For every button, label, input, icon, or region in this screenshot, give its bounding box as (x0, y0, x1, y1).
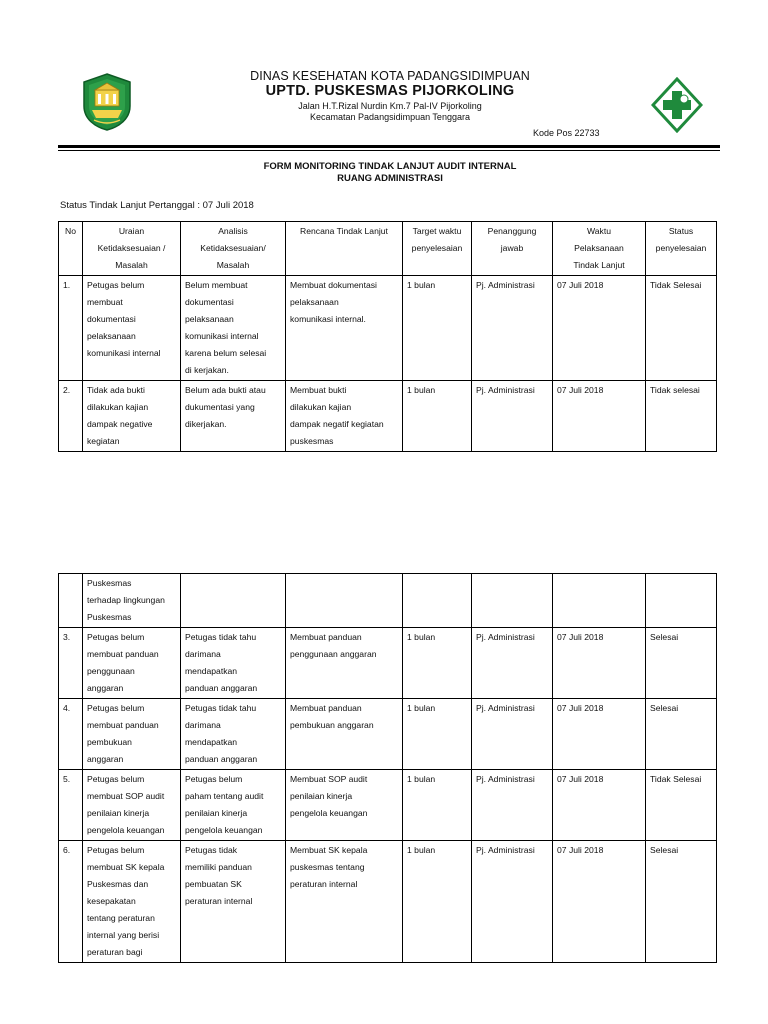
uraian-cell (83, 628, 181, 699)
institution-name: UPTD. PUSKESMAS PIJORKOLING (265, 83, 515, 99)
analisis-cell-line: karena belum selesai (185, 348, 267, 358)
analisis-cell (181, 841, 286, 963)
address-line-2: Kecamatan Padangsidimpuan Tenggara (310, 112, 470, 122)
pj-cell-line: Pj. Administrasi (476, 385, 535, 395)
target-cell-line: 1 bulan (407, 280, 436, 290)
row-number (59, 276, 83, 381)
uraian-cell-line: pembukuan (87, 737, 132, 747)
analisis-cell-line: panduan anggaran (185, 754, 258, 764)
column-header (472, 222, 553, 276)
uraian-cell-line: membuat panduan (87, 720, 159, 730)
waktu-cell (553, 699, 646, 770)
table-row (59, 276, 717, 381)
analisis-cell-line: Petugas belum (185, 774, 243, 784)
form-subtitle: RUANG ADMINISTRASI (337, 173, 443, 184)
form-title: FORM MONITORING TINDAK LANJUT AUDIT INTERNAL (263, 161, 517, 172)
analisis-cell-line: Petugas tidak tahu (185, 632, 257, 642)
pj-cell (472, 841, 553, 963)
column-header (553, 222, 646, 276)
rencana-cell-line: pelaksanaan (290, 297, 339, 307)
status-cell-line: Selesai (650, 845, 679, 855)
pj-cell-line: Pj. Administrasi (476, 280, 535, 290)
uraian-cell-line: membuat SK kepala (87, 862, 165, 872)
uraian-cell-line: Puskesmas (87, 578, 132, 588)
waktu-cell (553, 841, 646, 963)
uraian-cell-line: dokumentasi (87, 314, 136, 324)
analisis-cell-line: di kerjakan. (185, 365, 229, 375)
header-divider-thin (58, 150, 720, 151)
uraian-cell-line: Petugas belum (87, 703, 145, 713)
analisis-cell-line: dukumentasi yang (185, 402, 255, 412)
analisis-cell-line: peraturan internal (185, 896, 253, 906)
column-header (181, 222, 286, 276)
target-cell-line: 1 bulan (407, 385, 436, 395)
uraian-cell-line: Petugas belum (87, 845, 145, 855)
rencana-cell (286, 381, 403, 452)
waktu-cell-line: 07 Juli 2018 (557, 774, 604, 784)
uraian-cell-line: Petugas belum (87, 632, 145, 642)
status-cell (646, 276, 717, 381)
status-cell-line: Tidak Selesai (650, 280, 702, 290)
rencana-cell-line: Membuat bukti (290, 385, 347, 395)
waktu-cell-line: 07 Juli 2018 (557, 632, 604, 642)
analisis-cell-line: penilaian kinerja (185, 808, 248, 818)
analisis-cell-line: darimana (185, 720, 221, 730)
column-header-line: Pelaksanaan (574, 243, 624, 253)
analisis-cell-line: pelaksanaan (185, 314, 234, 324)
rencana-cell-line: Membuat SK kepala (290, 845, 368, 855)
analisis-cell-line: Petugas tidak (185, 845, 238, 855)
column-header-line: Target waktu (412, 226, 462, 236)
analisis-cell-line: pengelola keuangan (185, 825, 263, 835)
address-line-1: Jalan H.T.Rizal Nurdin Km.7 Pal-IV Pijorkoling (298, 101, 482, 111)
uraian-cell-line: peraturan bagi (87, 947, 143, 957)
analisis-cell-line: Belum membuat (185, 280, 248, 290)
uraian-cell (83, 381, 181, 452)
column-header-line: Analisis (218, 226, 248, 236)
column-header-line: Uraian (118, 226, 145, 236)
monitoring-table-page-1 (58, 221, 717, 452)
agency-name: DINAS KESEHATAN KOTA PADANGSIDIMPUAN (250, 69, 530, 83)
target-cell-line: 1 bulan (407, 703, 436, 713)
analisis-cell-line: dikerjakan. (185, 419, 227, 429)
waktu-cell (553, 381, 646, 452)
analisis-cell (181, 381, 286, 452)
uraian-cell-line: pengelola keuangan (87, 825, 165, 835)
table-row (59, 770, 717, 841)
row-number (59, 381, 83, 452)
city-emblem-icon (80, 72, 134, 132)
pj-cell (472, 381, 553, 452)
table-row (59, 381, 717, 452)
target-cell-line: 1 bulan (407, 632, 436, 642)
empty-cell (553, 574, 646, 628)
analisis-cell-line: dokumentasi (185, 297, 234, 307)
column-header-line: Tindak Lanjut (573, 260, 625, 270)
column-header-line: No (65, 226, 76, 236)
empty-cell (472, 574, 553, 628)
status-cell (646, 699, 717, 770)
pj-cell (472, 699, 553, 770)
status-cell (646, 841, 717, 963)
uraian-cell (83, 770, 181, 841)
row-number-line: 1. (63, 280, 71, 290)
target-cell (403, 841, 472, 963)
uraian-cell-line: tentang peraturan (87, 913, 155, 923)
rencana-cell-line: dampak negatif kegiatan (290, 419, 384, 429)
uraian-cell-line: pelaksanaan (87, 331, 136, 341)
uraian-cell-line: Petugas belum (87, 774, 145, 784)
postal-code: Kode Pos 22733 (533, 128, 600, 138)
uraian-cell-line: Puskesmas (87, 612, 132, 622)
puskesmas-logo-icon (651, 77, 703, 133)
uraian-cell-line: membuat panduan (87, 649, 159, 659)
analisis-cell (181, 699, 286, 770)
column-header-line: Penanggung (487, 226, 537, 236)
rencana-cell-line: Membuat SOP audit (290, 774, 368, 784)
target-cell-line: 1 bulan (407, 774, 436, 784)
target-cell (403, 699, 472, 770)
analisis-cell-line: paham tentang audit (185, 791, 264, 801)
status-cell (646, 381, 717, 452)
column-header (646, 222, 717, 276)
status-date: Status Tindak Lanjut Pertanggal : 07 Juli 2018 (60, 200, 254, 211)
uraian-cell-line: anggaran (87, 683, 124, 693)
uraian-cell-line: membuat (87, 297, 123, 307)
rencana-cell-line: dilakukan kajian (290, 402, 352, 412)
column-header-line: jawab (500, 243, 524, 253)
target-cell (403, 276, 472, 381)
analisis-cell-line: Petugas tidak tahu (185, 703, 257, 713)
target-cell (403, 770, 472, 841)
column-header-line: penyelesaian (411, 243, 463, 253)
status-cell-line: Tidak Selesai (650, 774, 702, 784)
column-header-line: Ketidaksesuaian/ (200, 243, 266, 253)
column-header (59, 222, 83, 276)
uraian-cell-line: Tidak ada bukti (87, 385, 145, 395)
rencana-cell (286, 841, 403, 963)
analisis-cell-line: Belum ada bukti atau (185, 385, 266, 395)
uraian-cell-line: terhadap lingkungan (87, 595, 165, 605)
column-header-line: Ketidaksesuaian / (97, 243, 166, 253)
column-header-line: Rencana Tindak Lanjut (300, 226, 388, 236)
empty-cell (286, 574, 403, 628)
column-header (403, 222, 472, 276)
rencana-cell-line: Membuat panduan (290, 703, 362, 713)
table-row (59, 699, 717, 770)
status-cell-line: Tidak selesai (650, 385, 700, 395)
header-divider (58, 145, 720, 148)
empty-cell (181, 574, 286, 628)
uraian-cell (83, 276, 181, 381)
table-header-row (59, 222, 717, 276)
waktu-cell-line: 07 Juli 2018 (557, 385, 604, 395)
pj-cell-line: Pj. Administrasi (476, 703, 535, 713)
waktu-cell (553, 276, 646, 381)
status-cell (646, 628, 717, 699)
pj-cell (472, 276, 553, 381)
empty-cell (403, 574, 472, 628)
rencana-cell-line: komunikasi internal. (290, 314, 366, 324)
rencana-cell-line: penilaian kinerja (290, 791, 353, 801)
table-row (59, 628, 717, 699)
uraian-cell-line: Petugas belum (87, 280, 145, 290)
analisis-cell (181, 770, 286, 841)
continuation-row (59, 574, 717, 628)
waktu-cell-line: 07 Juli 2018 (557, 845, 604, 855)
rencana-cell-line: penggunaan anggaran (290, 649, 377, 659)
table-row (59, 841, 717, 963)
uraian-cell-line: kegiatan (87, 436, 120, 446)
rencana-cell-line: puskesmas (290, 436, 334, 446)
waktu-cell (553, 628, 646, 699)
rencana-cell (286, 770, 403, 841)
analisis-cell-line: pembuatan SK (185, 879, 242, 889)
uraian-cell-line: membuat SOP audit (87, 791, 165, 801)
rencana-cell-line: pembukuan anggaran (290, 720, 374, 730)
analisis-cell-line: komunikasi internal (185, 331, 259, 341)
analisis-cell-line: memiliki panduan (185, 862, 252, 872)
row-number-line: 2. (63, 385, 71, 395)
uraian-cell-line: internal yang berisi (87, 930, 160, 940)
uraian-cell-line: anggaran (87, 754, 124, 764)
analisis-cell (181, 628, 286, 699)
row-number-line: 5. (63, 774, 71, 784)
rencana-cell (286, 628, 403, 699)
uraian-cell-line: dilakukan kajian (87, 402, 149, 412)
row-number-line: 3. (63, 632, 71, 642)
row-number (59, 841, 83, 963)
target-cell-line: 1 bulan (407, 845, 436, 855)
pj-cell-line: Pj. Administrasi (476, 845, 535, 855)
rencana-cell (286, 276, 403, 381)
analisis-cell-line: panduan anggaran (185, 683, 258, 693)
column-header (83, 222, 181, 276)
uraian-cell-line: kesepakatan (87, 896, 136, 906)
analisis-cell-line: mendapatkan (185, 737, 238, 747)
rencana-cell (286, 699, 403, 770)
waktu-cell (553, 770, 646, 841)
analisis-cell-line: mendapatkan (185, 666, 238, 676)
row-number (59, 628, 83, 699)
status-cell-line: Selesai (650, 632, 679, 642)
monitoring-table-page-2 (58, 573, 717, 963)
pj-cell-line: Pj. Administrasi (476, 774, 535, 784)
rencana-cell-line: peraturan internal (290, 879, 358, 889)
row-number-line: 6. (63, 845, 71, 855)
uraian-cell (83, 841, 181, 963)
uraian-cell (83, 699, 181, 770)
status-cell-line: Selesai (650, 703, 679, 713)
uraian-cell-line: dampak negative (87, 419, 153, 429)
row-number (59, 770, 83, 841)
pj-cell (472, 770, 553, 841)
row-number-line: 4. (63, 703, 71, 713)
rencana-cell-line: Membuat dokumentasi (290, 280, 377, 290)
uraian-cell-line: penggunaan (87, 666, 135, 676)
target-cell (403, 381, 472, 452)
uraian-cell-line: penilaian kinerja (87, 808, 150, 818)
rencana-cell-line: pengelola keuangan (290, 808, 368, 818)
target-cell (403, 628, 472, 699)
rencana-cell-line: Membuat panduan (290, 632, 362, 642)
column-header-line: penyelesaian (655, 243, 707, 253)
uraian-cell (83, 574, 181, 628)
column-header (286, 222, 403, 276)
row-number (59, 699, 83, 770)
pj-cell (472, 628, 553, 699)
empty-cell (59, 574, 83, 628)
analisis-cell (181, 276, 286, 381)
uraian-cell-line: Puskesmas dan (87, 879, 149, 889)
uraian-cell-line: komunikasi internal (87, 348, 161, 358)
rencana-cell-line: puskesmas tentang (290, 862, 365, 872)
column-header-line: Masalah (216, 260, 250, 270)
analisis-cell-line: darimana (185, 649, 221, 659)
waktu-cell-line: 07 Juli 2018 (557, 280, 604, 290)
column-header-line: Status (668, 226, 694, 236)
column-header-line: Masalah (115, 260, 148, 270)
pj-cell-line: Pj. Administrasi (476, 632, 535, 642)
column-header-line: Waktu (586, 226, 612, 236)
waktu-cell-line: 07 Juli 2018 (557, 703, 604, 713)
status-cell (646, 770, 717, 841)
empty-cell (646, 574, 717, 628)
